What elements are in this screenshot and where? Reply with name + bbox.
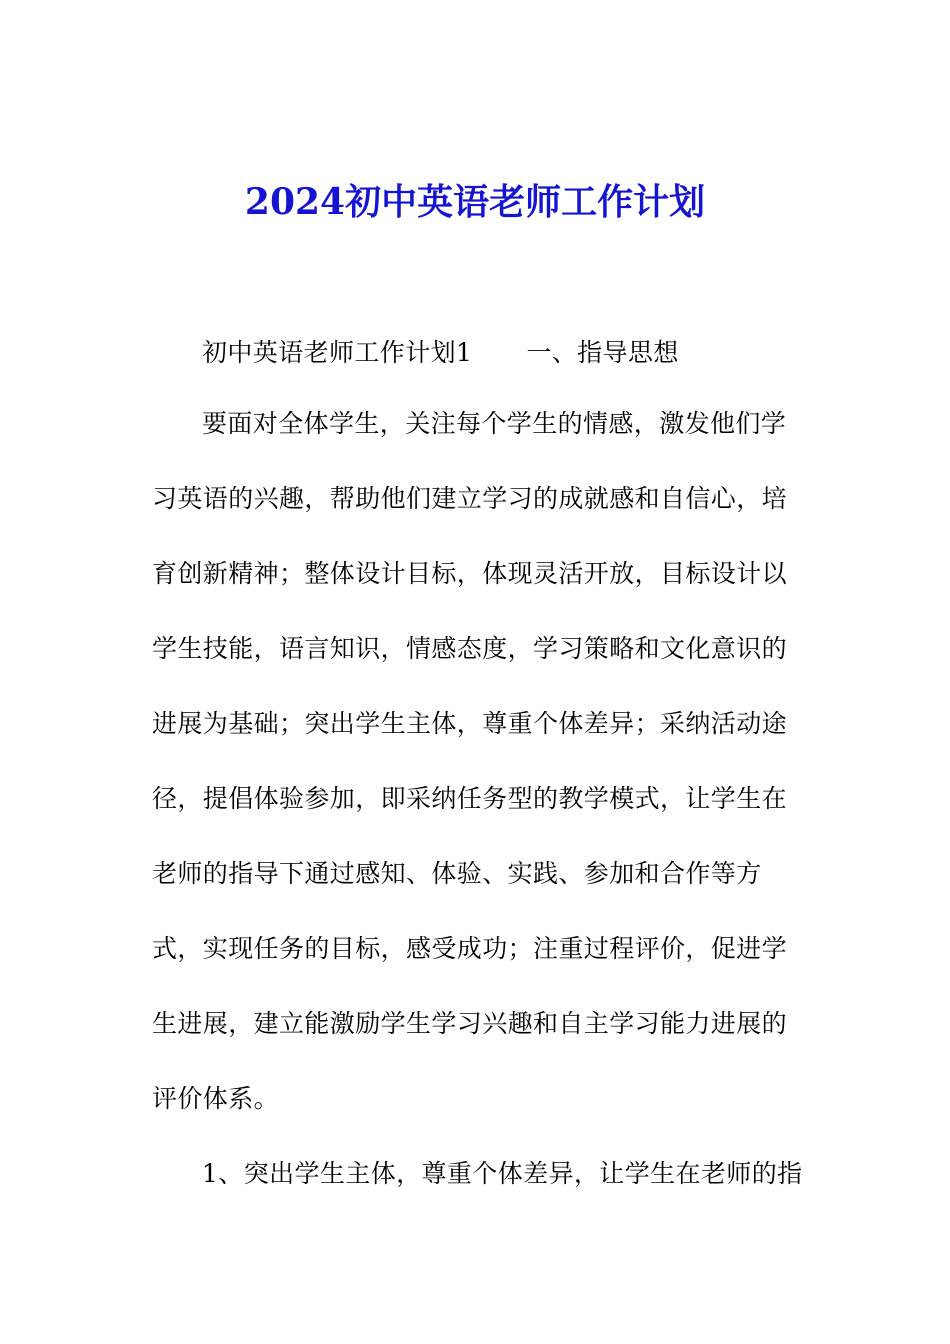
paragraph-line: 老师的指导下通过感知、体验、实践、参加和合作等方 bbox=[152, 859, 762, 888]
plan-label: 初中英语老师工作计划1 bbox=[202, 338, 473, 367]
paragraph-line: 生进展，建立能激励学生学习兴趣和自主学习能力进展的 bbox=[152, 1009, 788, 1038]
first-line bbox=[202, 335, 679, 371]
paragraph-line: 进展为基础；突出学生主体，尊重个体差异；采纳活动途 bbox=[152, 709, 788, 738]
paragraph-line: 径，提倡体验参加，即采纳任务型的教学模式，让学生在 bbox=[152, 784, 788, 813]
paragraph-line: 学生技能，语言知识，情感态度，学习策略和文化意识的 bbox=[152, 634, 788, 663]
paragraph-line: 式，实现任务的目标，感受成功；注重过程评价，促进学 bbox=[152, 934, 788, 963]
paragraph-line: 评价体系。 bbox=[152, 1084, 280, 1113]
section-heading: 一、指导思想 bbox=[526, 338, 679, 367]
paragraph-line: 要面对全体学生，关注每个学生的情感，激发他们学 bbox=[202, 409, 787, 438]
paragraph-line: 育创新精神；整体设计目标，体现灵活开放，目标设计以 bbox=[152, 559, 788, 588]
paragraph-line: 1、突出学生主体，尊重个体差异，让学生在老师的指 bbox=[202, 1159, 803, 1188]
paragraph-line: 习英语的兴趣，帮助他们建立学习的成就感和自信心，培 bbox=[152, 484, 788, 513]
document-title: 2024初中英语老师工作计划 bbox=[244, 181, 706, 223]
